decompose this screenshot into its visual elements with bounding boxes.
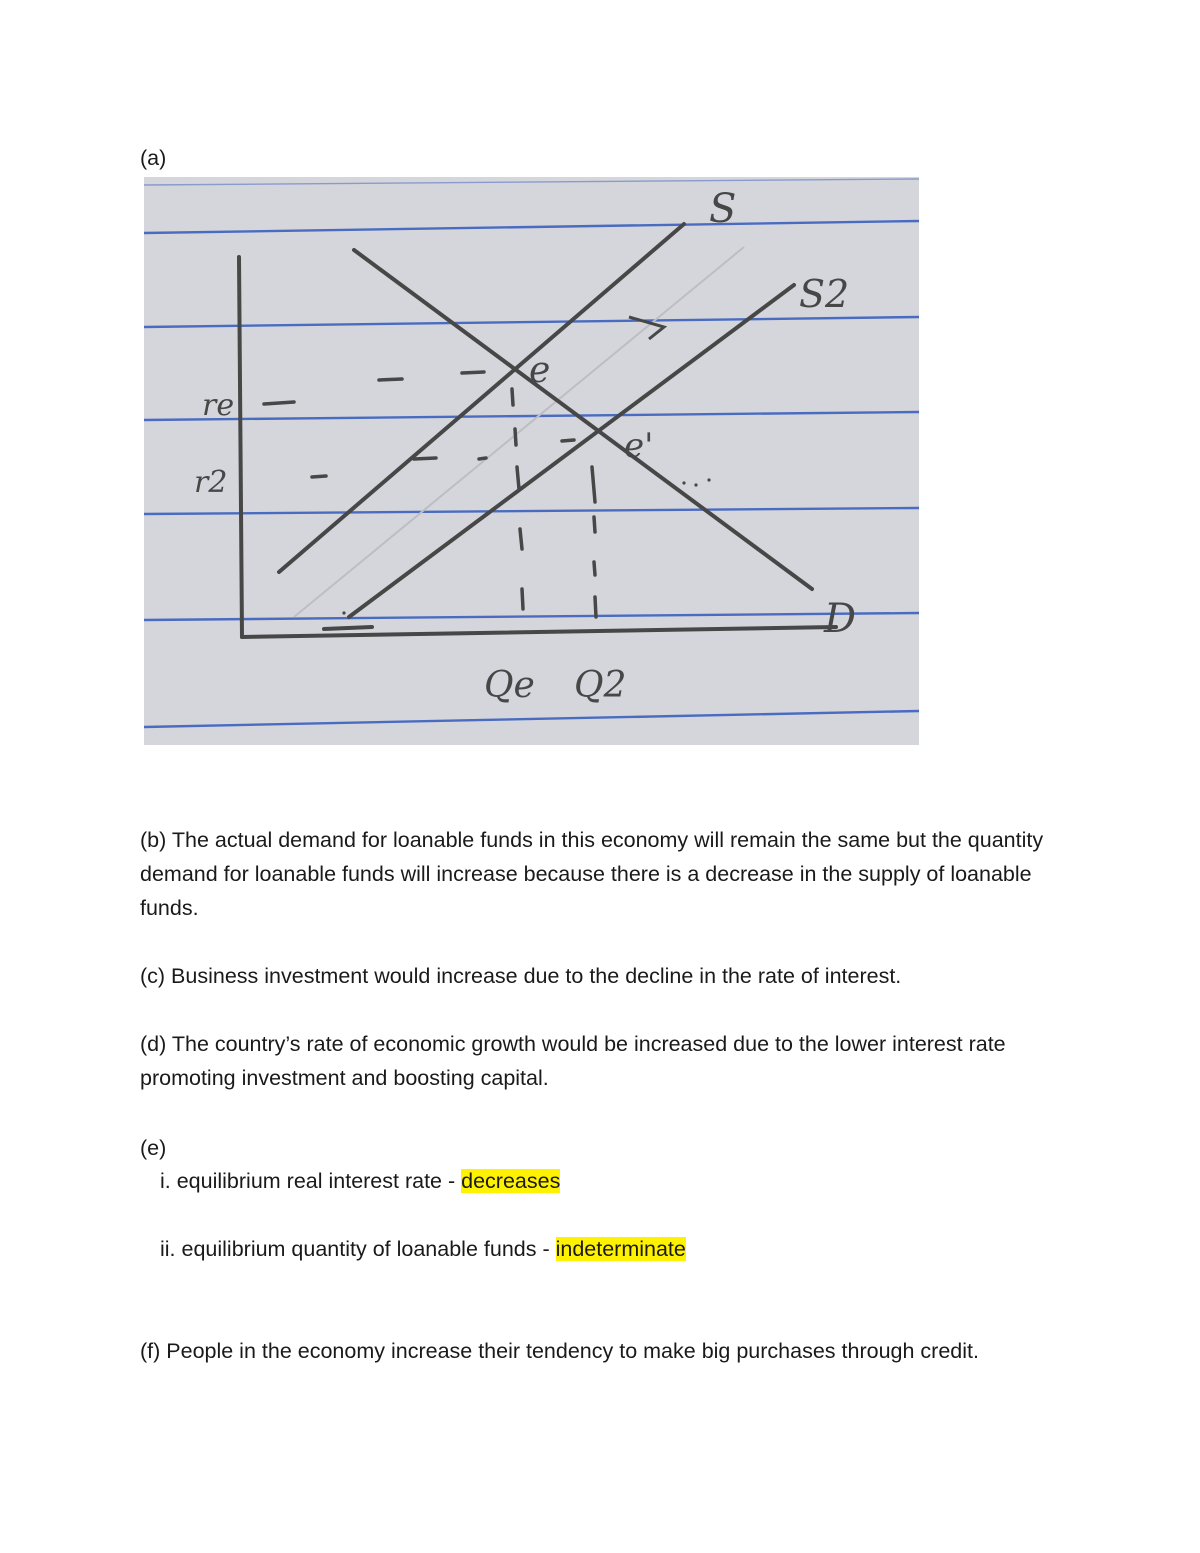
- item-i-answer-highlight: decreases: [461, 1169, 561, 1193]
- item-ii-prefix: ii. equilibrium quantity of loanable funds -: [160, 1237, 556, 1261]
- axis-overstroke: [324, 627, 372, 629]
- part-a-label: (a): [140, 146, 167, 170]
- paper-background: [144, 177, 919, 745]
- hand-drawn-graph-photo: [144, 177, 919, 745]
- label-d: D: [824, 596, 857, 642]
- label-e: e: [529, 350, 551, 391]
- loanable-funds-sketch: [144, 177, 919, 745]
- label-qe: Qe: [484, 665, 535, 706]
- label-re: re: [202, 388, 235, 423]
- label-e-prime: e': [624, 426, 654, 466]
- part-e-item-ii: [160, 1232, 1090, 1266]
- item-ii-answer-highlight: indeterminate: [555, 1237, 686, 1261]
- part-d-answer: (d) The country’s rate of economic growth would be increased due to the lower interest rate promoting investment and boosting capital.: [140, 1032, 1006, 1090]
- part-b-answer: (b) The actual demand for loanable funds in this economy will remain the same but the quantity demand for loanable funds will increase because there is a decrease in the supply of loanable funds.: [140, 828, 1044, 920]
- label-s: S: [709, 186, 737, 232]
- label-s2: S2: [799, 272, 850, 316]
- part-e-label: (e): [140, 1136, 167, 1160]
- item-i-prefix: i. equilibrium real interest rate -: [160, 1169, 462, 1193]
- part-f-answer: (f) People in the economy increase their tendency to make big purchases through credit.: [140, 1339, 979, 1363]
- part-e-item-i: [160, 1164, 1090, 1198]
- label-q2: Q2: [574, 665, 627, 706]
- label-r2: r2: [194, 465, 228, 500]
- part-c-answer: (c) Business investment would increase due to the decline in the rate of interest.: [140, 964, 902, 988]
